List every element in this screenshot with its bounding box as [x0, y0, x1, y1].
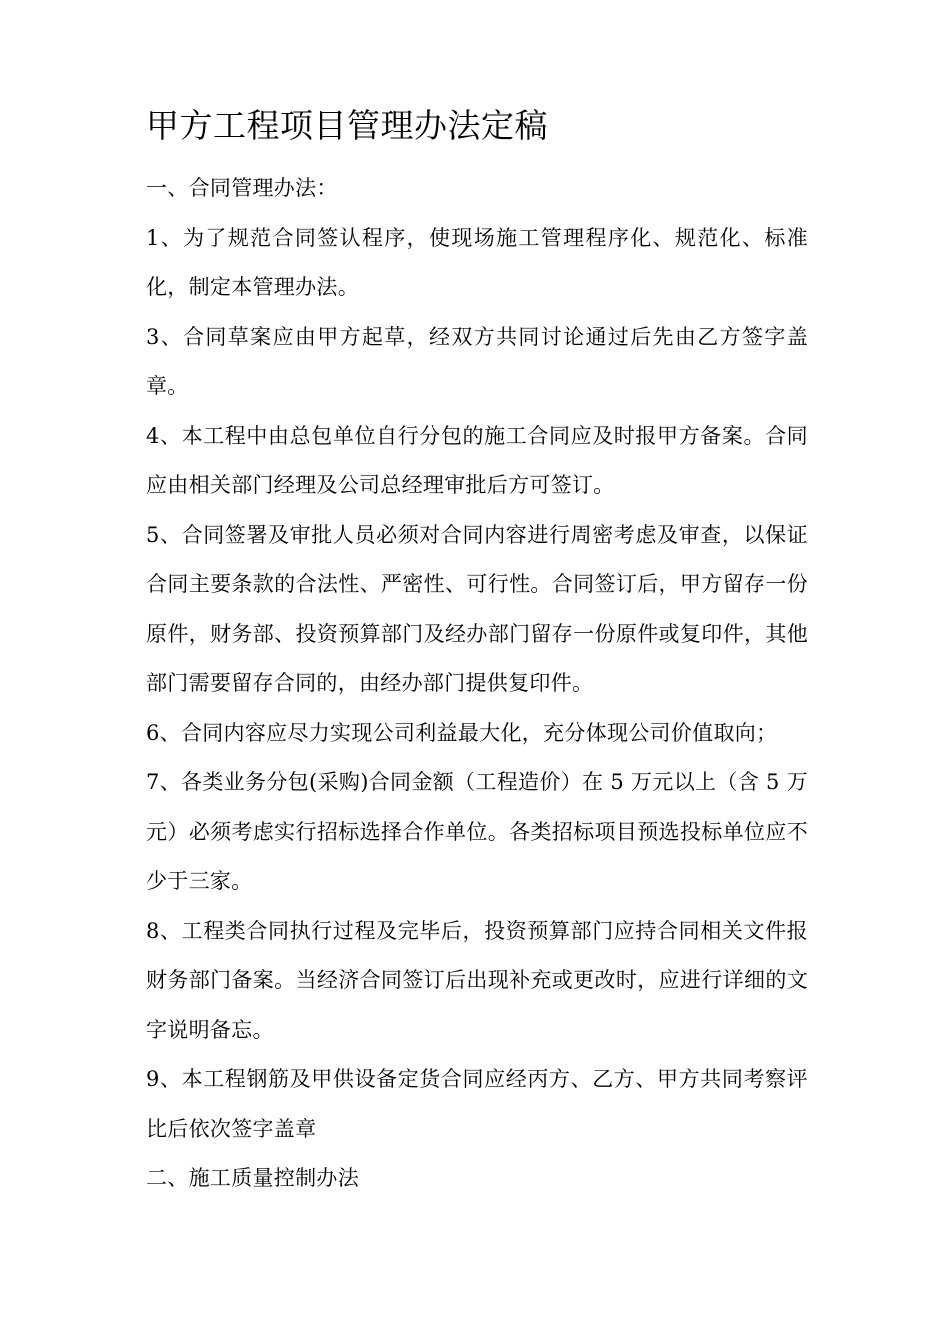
clause-3: 3、合同草案应由甲方起草，经双方共同讨论通过后先由乙方签字盖章。 [146, 324, 808, 398]
clause-6: 6、合同内容应尽力实现公司利益最大化，充分体现公司价值取向； [146, 720, 778, 745]
clause-1: 1、为了规范合同签认程序，使现场施工管理程序化、规范化、标准化，制定本管理办法。 [146, 225, 808, 299]
clause-4: 4、本工程中由总包单位自行分包的施工合同应及时报甲方备案。合同应由相关部门经理及公司总经理审批后方可签订。 [146, 423, 808, 497]
clause-5: 5、合同签署及审批人员必须对合同内容进行周密考虑及审查，以保证合同主要条款的合法性、严密性、可行性。合同签订后，甲方留存一份原件，财务部、投资预算部门及经办部门留存一份原件或复印件，其他部门需要留存合同的，由经办部门提供复印件。 [146, 522, 808, 695]
document-body [146, 98, 808, 1204]
clause-8: 8、工程类合同执行过程及完毕后，投资预算部门应持合同相关文件报财务部门备案。当经济合同签订后出现补充或更改时，应进行详细的文字说明备忘。 [146, 918, 808, 1042]
document-title: 甲方工程项目管理办法定稿 [146, 106, 548, 145]
clause-9: 9、本工程钢筋及甲供设备定货合同应经丙方、乙方、甲方共同考察评比后依次签字盖章 [146, 1067, 808, 1141]
section-heading-quality: 二、施工质量控制办法 [146, 1166, 359, 1190]
clause-7: 7、各类业务分包(采购)合同金额（工程造价）在 5 万元以上（含 5 万元）必须考虑实行招标选择合作单位。各类招标项目预选投标单位应不少于三家。 [146, 770, 808, 893]
section-heading-contract: 一、合同管理办法： [146, 176, 338, 200]
